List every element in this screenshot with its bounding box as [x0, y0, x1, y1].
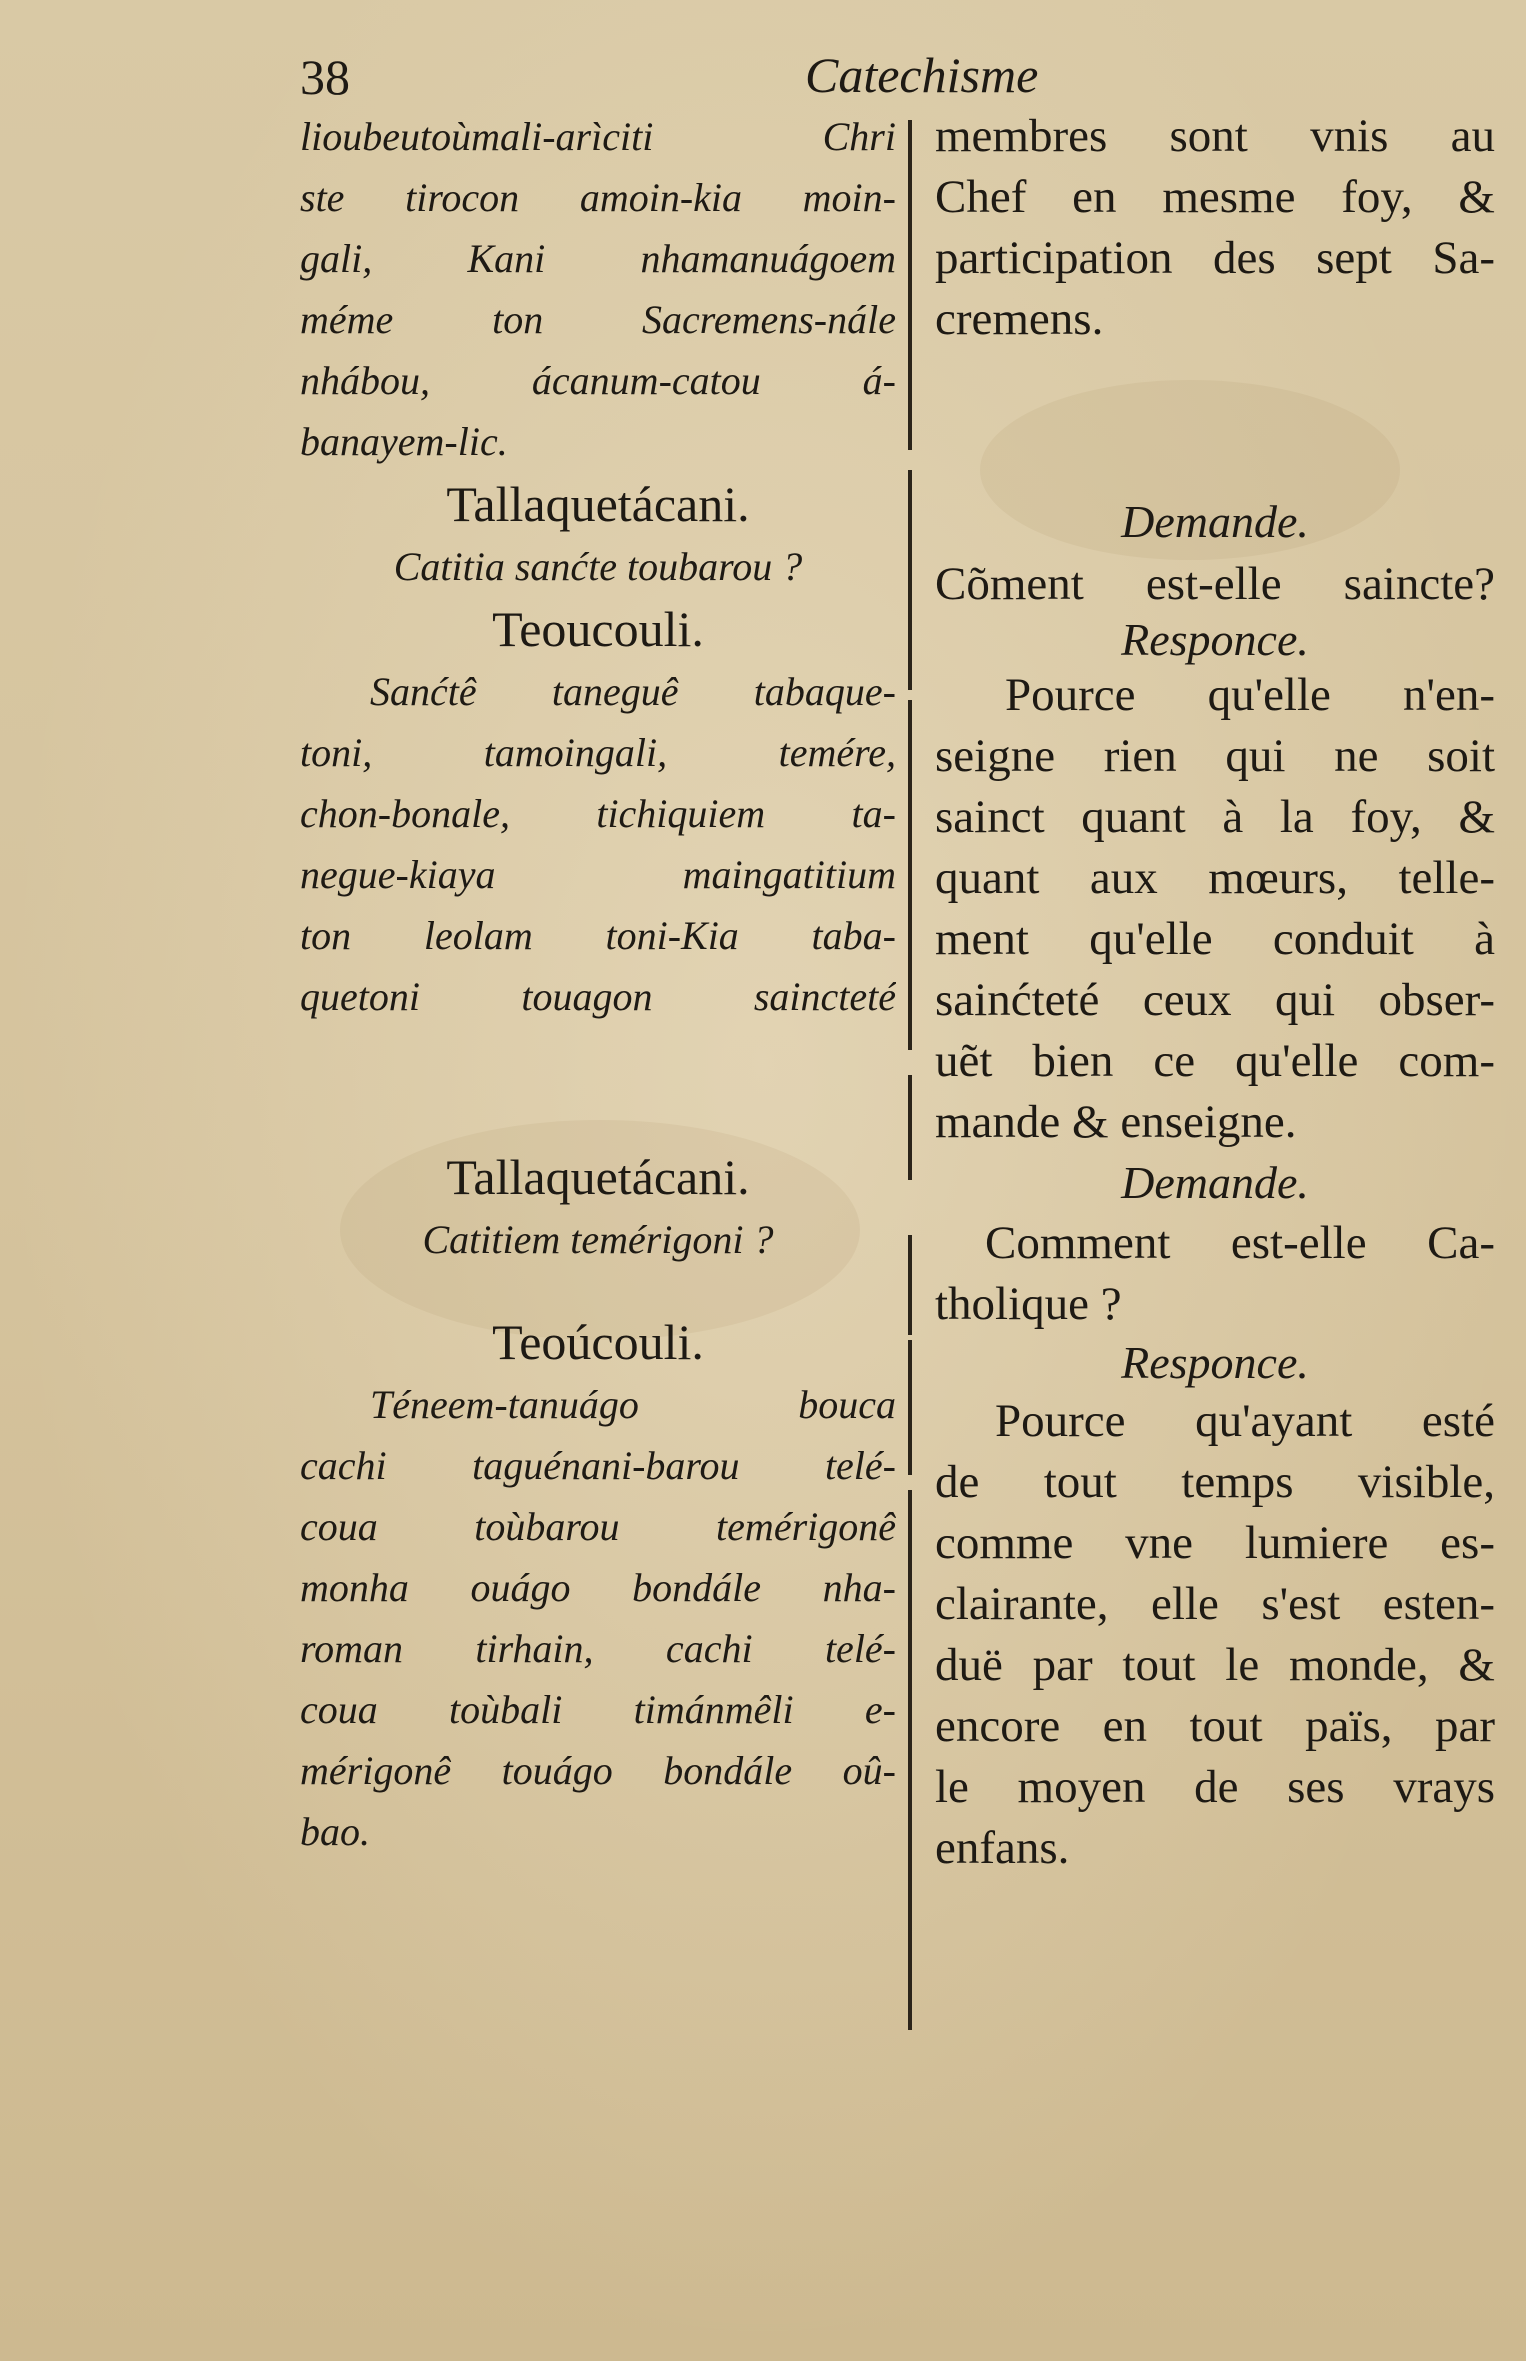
text-line: banayem-lic. — [300, 419, 508, 464]
text-line: coua toùbali timánmêli e- — [300, 1687, 896, 1732]
left-column — [300, 106, 896, 1862]
question-text: Catitiem temérigoni ? — [422, 1217, 774, 1262]
text-line: quant aux mœurs, telle- — [935, 852, 1495, 904]
text-line: uẽt bien ce qu'elle com- — [935, 1035, 1495, 1087]
answer-label: Teoucouli. — [492, 601, 704, 657]
question-text: tholique ? — [935, 1278, 1122, 1330]
right-column — [935, 106, 1495, 1879]
text-line: Sanćtê taneguê tabaque- — [370, 669, 896, 714]
text-line: encore en tout païs, par — [935, 1700, 1495, 1752]
text-line: duë par tout le monde, & — [935, 1639, 1495, 1691]
question-label: Demande. — [1121, 496, 1309, 547]
text-line: participation des sept Sa- — [935, 232, 1495, 284]
text-line: seigne rien qui ne soit — [935, 730, 1495, 782]
text-line: monha ouágo bondále nha- — [300, 1565, 896, 1610]
text-line: membres sont vnis au — [935, 110, 1495, 162]
text-line: sainćteté ceux qui obser- — [935, 974, 1495, 1026]
column-divider — [908, 470, 912, 690]
answer-label: Responce. — [1121, 1337, 1309, 1388]
text-line: nhábou, ácanum-catou á- — [300, 358, 896, 403]
question-label: Tallaquetácani. — [446, 476, 750, 532]
column-divider — [908, 1490, 912, 2030]
column-divider — [908, 1340, 912, 1475]
text-line: sainct quant à la foy, & — [935, 791, 1495, 843]
column-divider — [908, 120, 912, 450]
page-number: 38 — [300, 49, 350, 105]
text-line: le moyen de ses vrays — [935, 1761, 1495, 1813]
column-divider — [908, 1235, 912, 1335]
column-divider — [908, 700, 912, 1050]
text-line: comme vne lumiere es- — [935, 1517, 1495, 1569]
question-text: Comment est-elle Ca- — [985, 1217, 1495, 1269]
page-header — [300, 40, 1200, 110]
question-label: Tallaquetácani. — [446, 1149, 750, 1205]
text-line: cachi taguénani-barou telé- — [300, 1443, 896, 1488]
text-line: ste tirocon amoin-kia moin- — [300, 175, 896, 220]
column-divider — [908, 1075, 912, 1180]
text-line: Téneem-tanuágo bouca — [370, 1382, 896, 1427]
text-line: coua toùbarou temérigonê — [300, 1504, 896, 1549]
text-line: Pource qu'elle n'en- — [1005, 669, 1495, 721]
text-line: ton leolam toni-Kia taba- — [300, 913, 896, 958]
question-text: Catitia sanćte toubarou ? — [393, 544, 803, 589]
question-text: Cõment est-elle saincte? — [935, 558, 1495, 610]
answer-label: Teoúcouli. — [492, 1314, 704, 1370]
question-label: Demande. — [1121, 1157, 1309, 1208]
text-line: mande & enseigne. — [935, 1096, 1297, 1148]
text-line: bao. — [300, 1809, 370, 1854]
text-line: mérigonê touágo bondále oû- — [300, 1748, 896, 1793]
text-line: clairante, elle s'est esten- — [935, 1578, 1495, 1630]
text-line: de tout temps visible, — [935, 1456, 1495, 1508]
text-line: quetoni touagon saincteté — [300, 974, 896, 1019]
answer-label: Responce. — [1121, 614, 1309, 665]
text-line: negue-kiaya maingatitium — [300, 852, 896, 897]
text-line: gali, Kani nhamanuágoem — [300, 236, 896, 281]
text-line: roman tirhain, cachi telé- — [300, 1626, 896, 1671]
text-line: Chef en mesme foy, & — [935, 171, 1495, 223]
text-line: toni, tamoingali, temére, — [300, 730, 896, 775]
text-line: Pource qu'ayant esté — [995, 1395, 1495, 1447]
text-line: ment qu'elle conduit à — [935, 913, 1495, 965]
text-line: chon-bonale, tichiquiem ta- — [300, 791, 896, 836]
text-line: enfans. — [935, 1822, 1070, 1874]
text-line: lioubeutoùmali-arìciti Chri — [300, 114, 896, 159]
text-line: méme ton Sacremens-nále — [300, 297, 896, 342]
running-title: Catechisme — [805, 47, 1039, 103]
text-line: cremens. — [935, 293, 1104, 345]
